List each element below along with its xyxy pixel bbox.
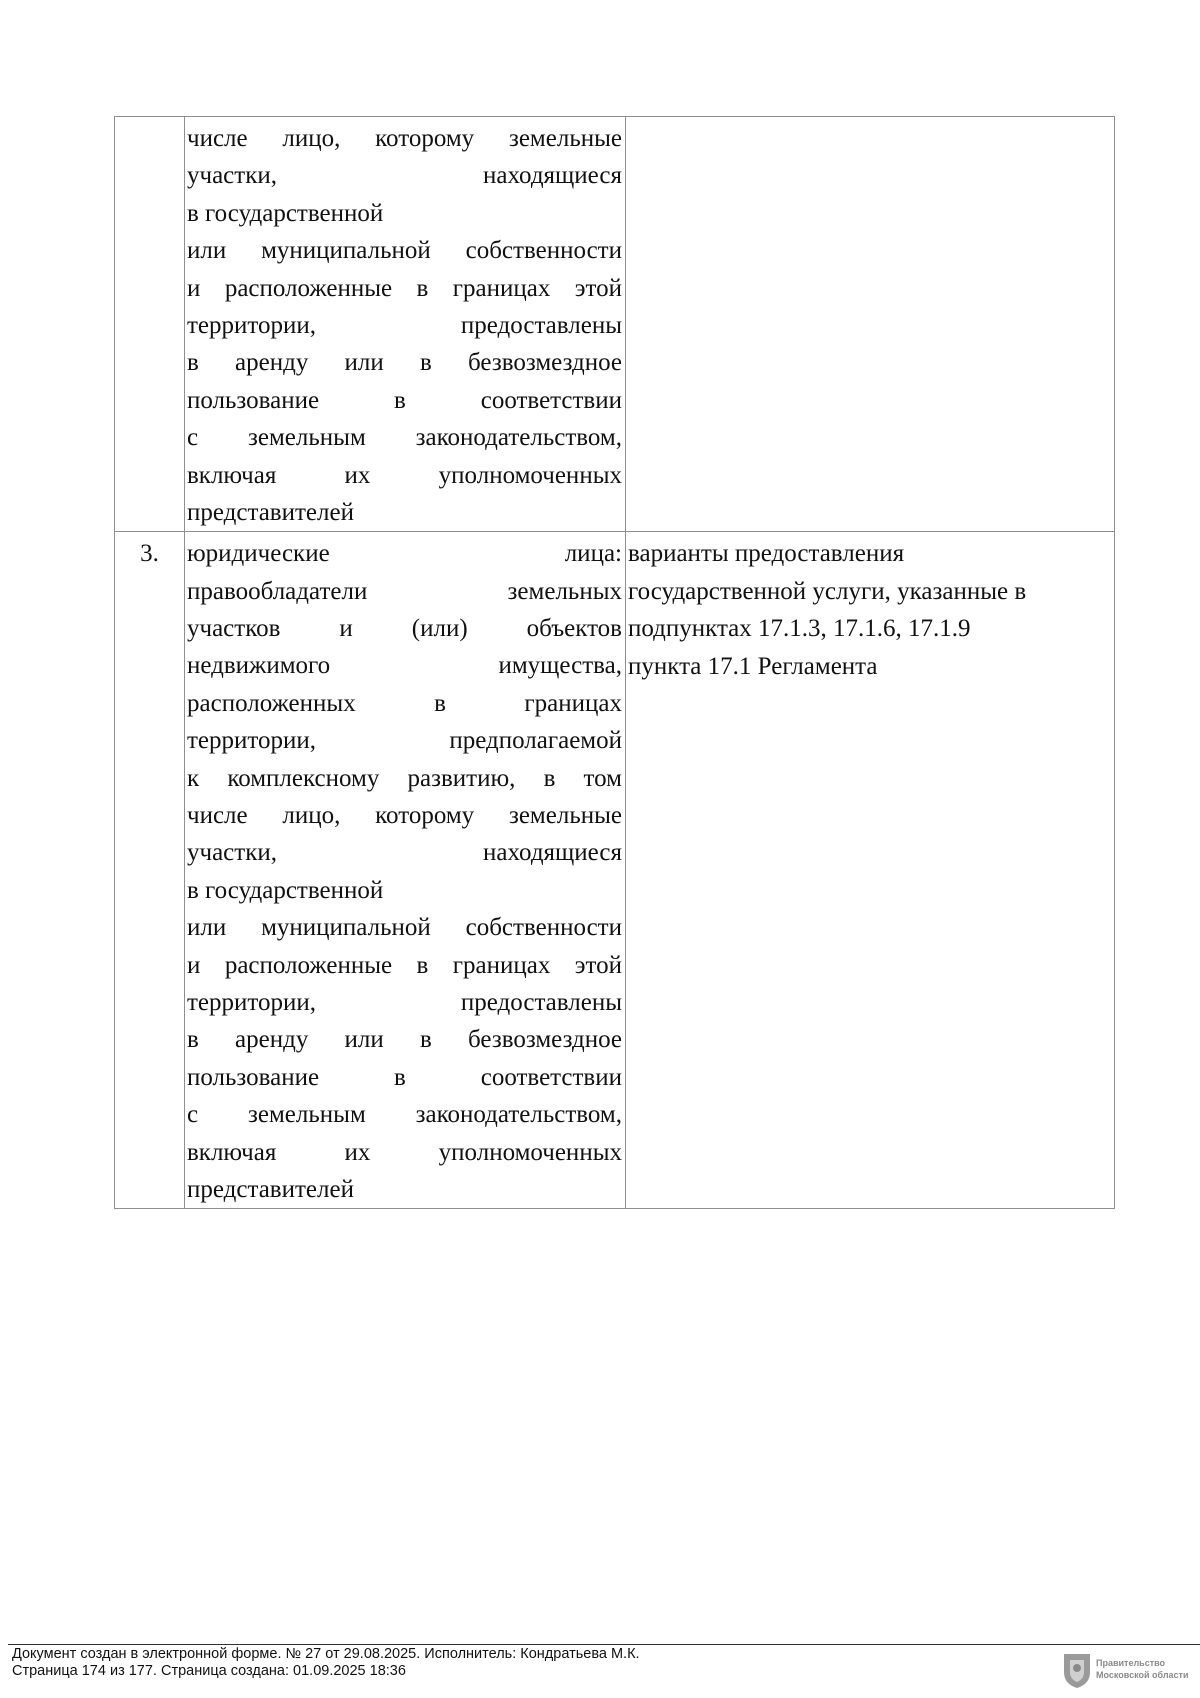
document-table <box>114 116 1115 1209</box>
category-text-line: территории, предоставлены <box>187 988 622 1016</box>
category-text-line: в государственной <box>187 199 384 227</box>
table-row <box>115 532 1115 1209</box>
category-text-line: расположенных в границах <box>187 689 622 717</box>
svg-text:Московской области: Московской области <box>1096 1670 1189 1680</box>
service-variants-cell <box>626 532 1115 1209</box>
variant-text-line: варианты предоставления <box>628 540 905 568</box>
footer-info <box>12 1646 640 1680</box>
variant-text-line: пункта 17.1 Регламента <box>628 652 878 680</box>
category-text-line: участков и (или) объектов <box>187 615 622 643</box>
category-text-line: числе лицо, которому земельные <box>187 802 622 830</box>
service-variants-cell <box>626 117 1115 532</box>
category-text-line: недвижимого имущества, <box>187 652 622 680</box>
category-text-line: юридические лица: <box>187 540 622 568</box>
table-row <box>115 117 1115 532</box>
coat-of-arms-icon <box>1064 1654 1090 1688</box>
category-text-line: правообладатели земельных <box>187 577 622 605</box>
variant-text-line: государственной услуги, указанные в <box>628 577 1027 605</box>
category-text-line: и расположенные в границах этой <box>187 274 622 302</box>
category-text-line: в аренду или в безвозмездное <box>187 349 622 377</box>
category-text-line: числе лицо, которому земельные <box>187 125 622 152</box>
footer-divider <box>8 1644 1200 1645</box>
category-text-line: с земельным законодательством, <box>187 424 622 452</box>
category-text-line: представителей <box>187 498 354 526</box>
svg-text:Правительство: Правительство <box>1096 1658 1166 1668</box>
category-text-line: включая их уполномоченных <box>187 461 622 489</box>
category-text-line: представителей <box>187 1175 354 1203</box>
category-text-line: территории, предоставлены <box>187 311 622 339</box>
category-text-line: пользование в соответствии <box>187 1063 622 1091</box>
category-text-line: участки, находящиеся <box>187 162 622 190</box>
row-number-cell: 3. <box>115 532 185 1209</box>
category-text-line: или муниципальной собственности <box>187 914 622 942</box>
category-text-line: и расположенные в границах этой <box>187 951 622 979</box>
category-text-line: с земельным законодательством, <box>187 1101 622 1129</box>
category-text-line: пользование в соответствии <box>187 386 622 414</box>
category-text-line: в государственной <box>187 876 384 904</box>
category-text-line: к комплексному развитию, в том <box>187 764 622 792</box>
row-number-cell <box>115 117 185 532</box>
applicant-category-cell <box>185 532 626 1209</box>
category-text-line: территории, предполагаемой <box>187 727 622 755</box>
category-text-line: или муниципальной собственности <box>187 237 622 265</box>
category-text-line: участки, находящиеся <box>187 839 622 867</box>
variant-text-line: подпунктах 17.1.3, 17.1.6, 17.1.9 <box>628 615 971 643</box>
government-logo <box>1060 1648 1190 1690</box>
footer-document-info: Документ создан в электронной форме. № 27 от 29.08.2025. Исполнитель: Кондратьева М.К. <box>12 1646 640 1662</box>
category-text-line: включая их уполномоченных <box>187 1138 622 1166</box>
footer-page-info: Страница 174 из 177. Страница создана: 01.09.2025 18:36 <box>12 1663 406 1679</box>
category-text-line: в аренду или в безвозмездное <box>187 1026 622 1054</box>
applicant-category-cell <box>185 117 626 532</box>
